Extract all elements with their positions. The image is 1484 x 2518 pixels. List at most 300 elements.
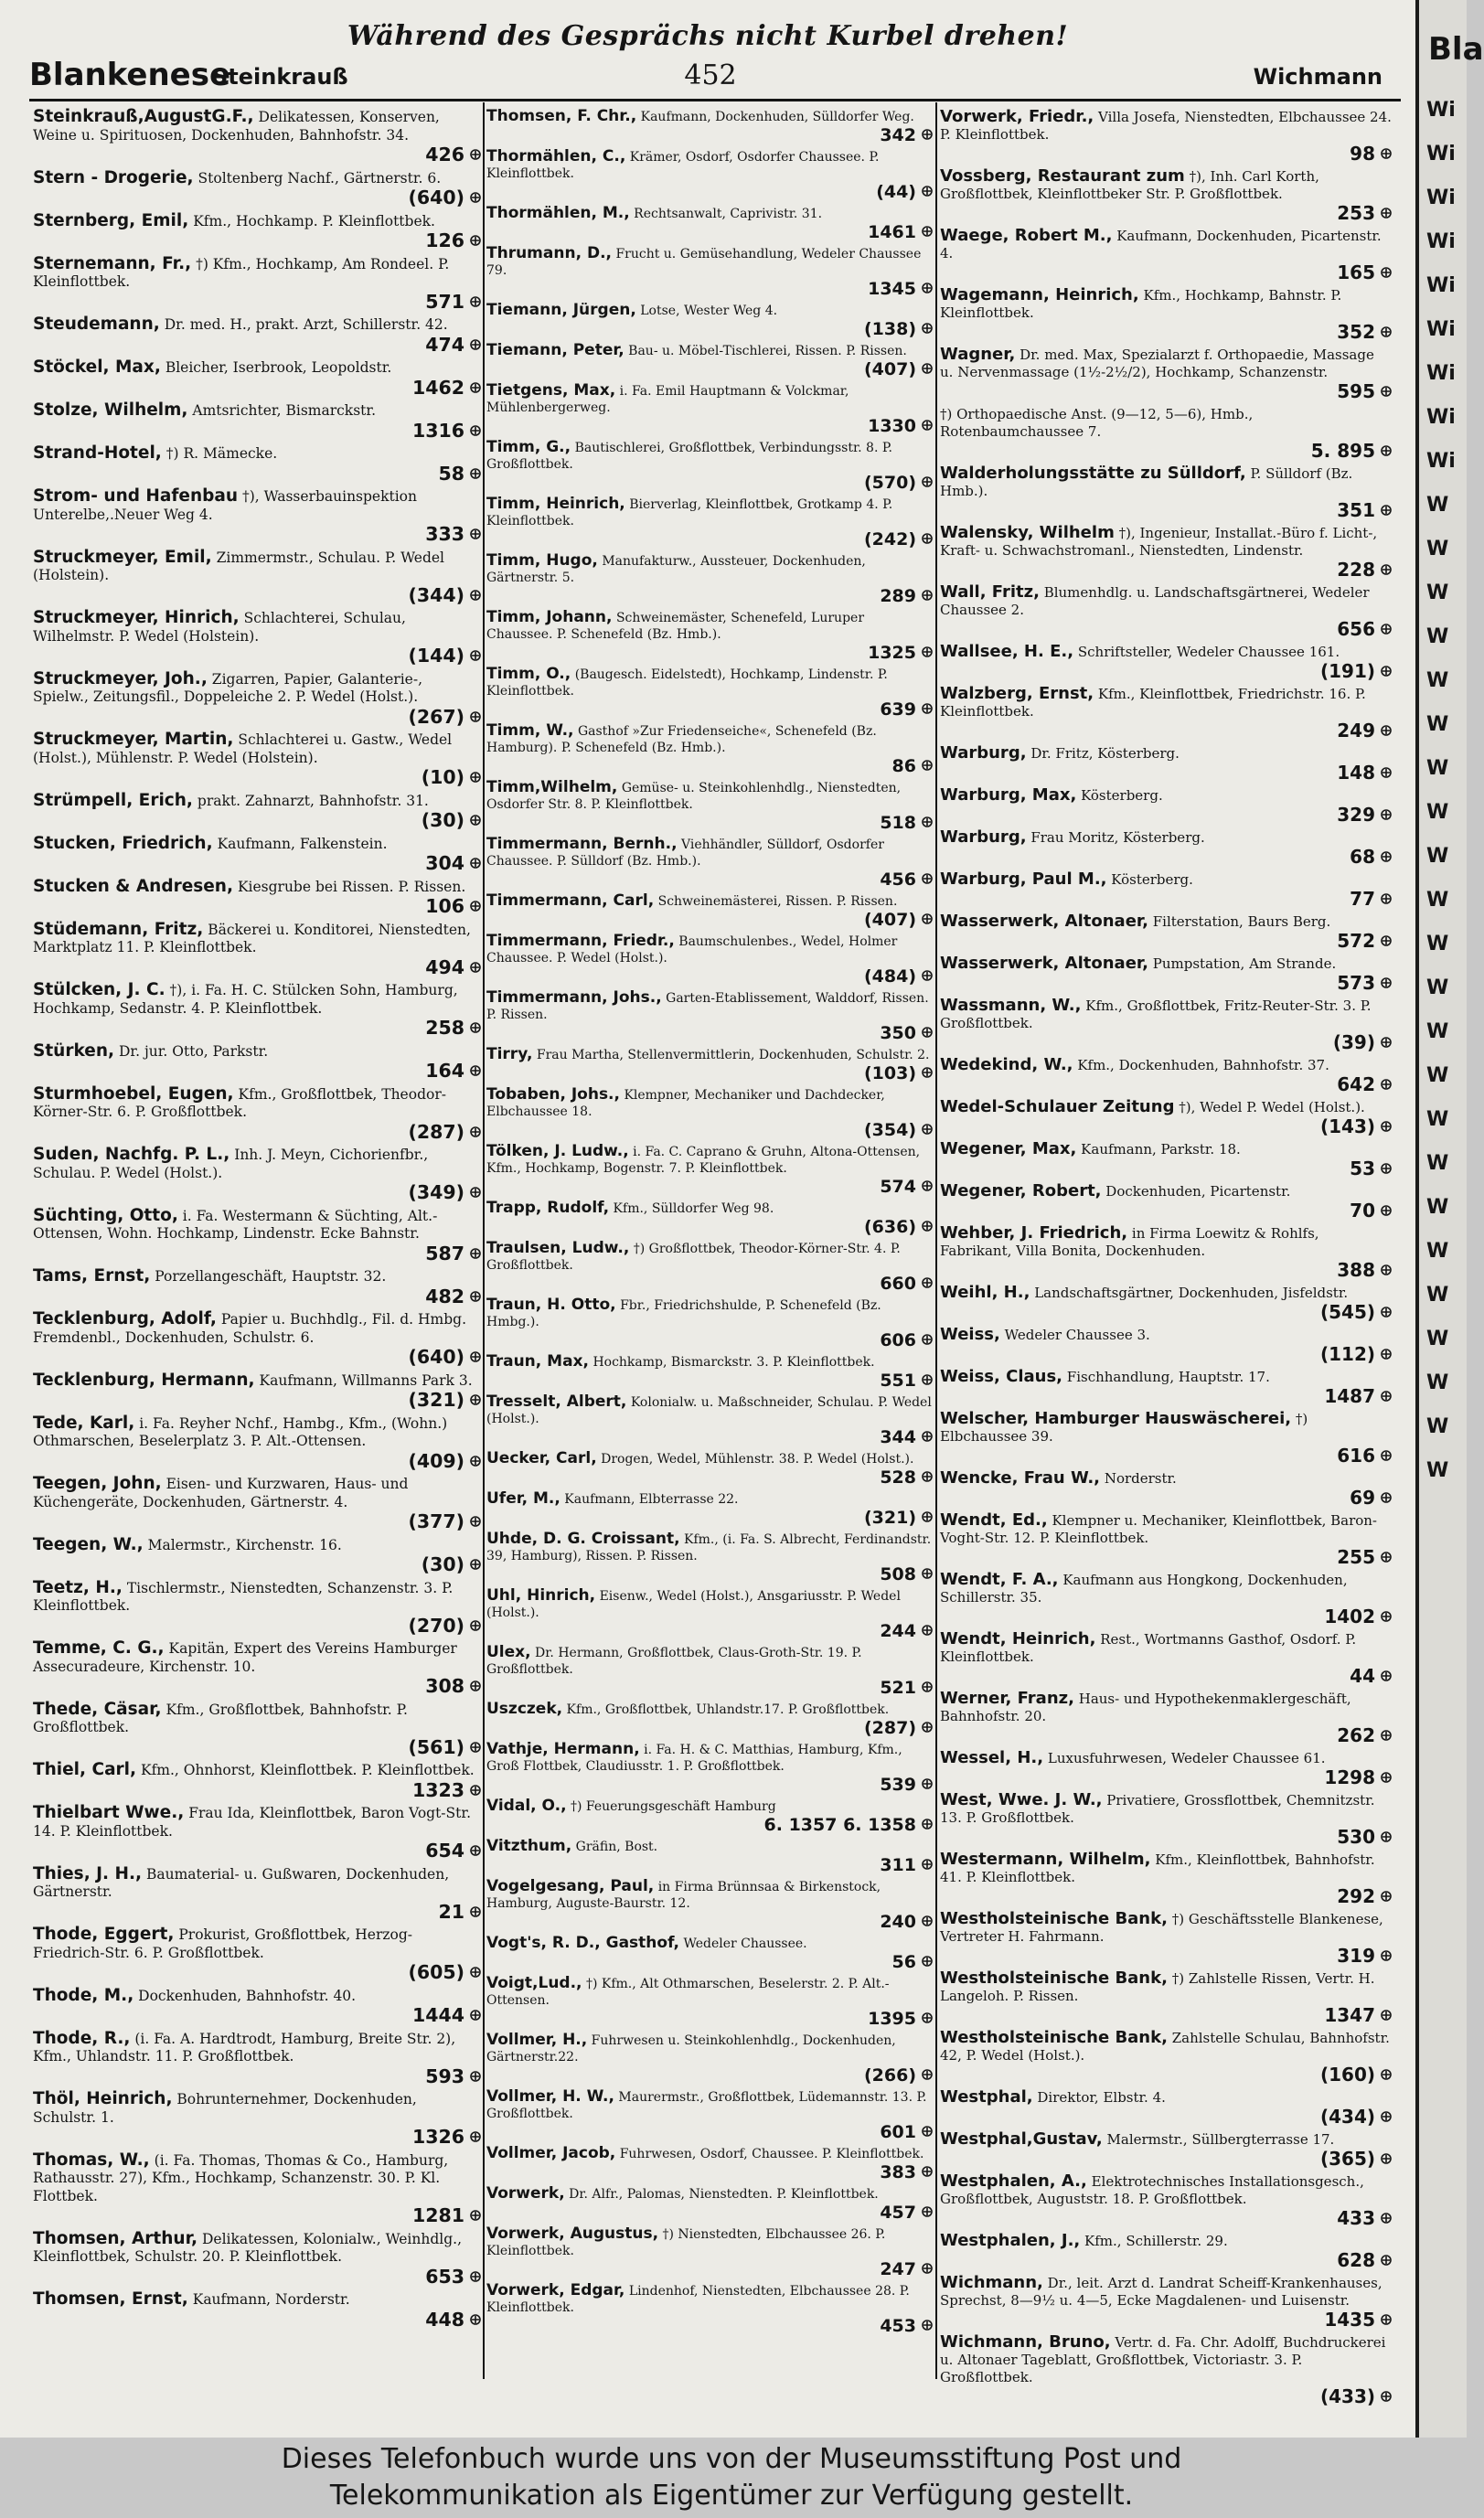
page-header [29,53,1392,95]
entry-details: Kaufmann, Parkstr. 18. [1081,1141,1241,1158]
entry-details: Maurermstr., Großflottbek, Lüdemannstr. 13. P. Großflottbek. [486,2090,927,2121]
entry-text [940,1182,1392,1200]
entry-details: †) Zahlstelle Rissen, Vertr. H. Langeloh. P. Rissen. [940,1970,1375,2004]
telephone-mark-icon [470,1845,481,1856]
listing-entry [940,1630,1392,1690]
entry-details: Bautischlerei, Großflottbek, Verbindungsstr. 8. P. Großflottbek. [486,441,892,472]
listing-entry [33,1414,481,1476]
entry-name: Strümpell, Erich, [33,790,193,810]
phone-number: 573 [1337,972,1375,994]
entry-name: Tresselt, Albert, [486,1392,627,1411]
entry-name: Teegen, John, [33,1474,162,1493]
phone-number: 595 [1337,380,1375,402]
entry-name: Weiss, [940,1325,1000,1344]
entry-name: Timm,Wilhelm, [486,778,618,796]
telephone-mark-icon [1381,1831,1392,1842]
telephone-mark-icon [1381,767,1392,778]
listing-entry [940,1690,1392,1749]
entry-text [33,2151,481,2206]
listing-entry [940,786,1392,828]
entry-name: Stülcken, J. C. [33,980,165,999]
telephone-mark-icon [470,1291,481,1302]
entry-text [33,1987,481,2006]
entry-text [33,670,481,707]
entry-name: Warburg, [940,743,1027,763]
entry-name: Walderholungsstätte zu Sülldorf, [940,464,1246,483]
entry-name: Teegen, W., [33,1534,144,1554]
listing-entry [940,1469,1392,1511]
entry-name: Wendt, Ed., [940,1510,1048,1530]
listing-entry [486,836,933,892]
listing-entry [940,346,1392,405]
entry-phone [33,1554,481,1576]
entry-name: Westphalen, J., [940,2231,1081,2250]
listing-entry [33,1701,481,1762]
next-page-letter: W [1426,538,1449,560]
telephone-mark-icon [470,382,481,393]
telephone-mark-icon [922,970,933,981]
entry-name: Wichmann, [940,2273,1043,2292]
telephone-mark-icon [922,1277,933,1288]
entry-name: Traun, H. Otto, [486,1296,616,1314]
entry-text [940,643,1392,661]
telephone-mark-icon [922,1956,933,1967]
telephone-mark-icon [470,296,481,307]
entry-text [33,1926,481,1962]
telephone-mark-icon [470,962,481,973]
entry-details: Kaufmann, Elbterrasse 22. [564,1492,739,1507]
entry-name: Tobaben, Johs., [486,1085,620,1104]
entry-text [33,1804,481,1840]
next-page-letter: W [1426,933,1449,955]
entry-details: Kfm., Kleinflottbek, Friedrichstr. 16. P. Kleinflottbek. [940,686,1366,720]
listing-entry [486,2282,933,2339]
entry-text [940,1791,1392,1827]
entry-details: Inh. J. Meyn, Cichorienfbr., Schulau. P. Wedel (Holst.). [33,1147,429,1181]
entry-name: Thormählen, C., [486,147,626,165]
listing-column-3 [940,108,1392,2412]
entry-phone [486,1718,933,1738]
telephone-mark-icon [470,1516,481,1527]
listing-entry [486,1935,933,1975]
entry-text [940,1469,1392,1488]
next-page-letter: Wi [1426,230,1456,253]
column-divider [483,102,485,2379]
entry-phone [33,1902,481,1924]
telephone-mark-icon [1381,1307,1392,1318]
phone-number: 126 [425,229,464,251]
listing-entry [33,1639,481,1701]
listing-entry [940,643,1392,685]
entry-phone [33,2005,481,2027]
entry-phone [940,441,1392,462]
entry-text [486,2145,933,2162]
listing-entry [486,722,933,779]
listing-entry [940,1571,1392,1630]
phone-number: 1435 [1324,2309,1375,2331]
telephone-mark-icon [1381,1772,1392,1783]
entry-details: Malermstr., Kirchenstr. 16. [147,1536,342,1553]
phone-number: 574 [880,1177,916,1197]
entry-text [486,1935,933,1952]
entry-text [940,1326,1392,1344]
entry-text [486,1240,933,1274]
entry-phone [486,2162,933,2182]
entry-text [33,1865,481,1902]
entry-text [940,1284,1392,1302]
entry-name: Tede, Karl, [33,1413,135,1433]
entry-details: in Firma Loewitz & Rohlfs, Fabrikant, Villa Bonita, Dockenhuden. [940,1225,1319,1259]
header-to-word: Wichmann [1253,64,1383,90]
entry-name: Stolze, Wilhelm, [33,400,188,420]
entry-name: Thies, J. H., [33,1863,143,1883]
listing-entry [486,1200,933,1240]
telephone-mark-icon [1381,851,1392,862]
next-page-letter: Wi [1426,274,1456,297]
phone-number: 164 [425,1060,464,1082]
telephone-mark-icon [470,1680,481,1691]
entry-name: Vorwerk, Augustus, [486,2225,659,2243]
listing-entry [486,1046,933,1086]
listing-entry [486,2185,933,2225]
entry-name: Strand-Hotel, [33,443,162,463]
telephone-mark-icon [1381,1730,1392,1741]
phone-number: (160) [1319,2064,1375,2086]
entry-details: Direktor, Elbstr. 4. [1037,2089,1166,2106]
entry-details: Lotse, Wester Weg 4. [640,304,778,318]
entry-phone [940,1886,1392,1907]
next-page-letter: W [1426,1284,1449,1307]
listing-entry [33,878,481,921]
entry-details: Zimmermstr., Schulau. P. Wedel (Holstein). [33,549,445,583]
phone-number: 165 [1337,261,1375,283]
footer-line-2: Telekommunikation als Eigentümer zur Verfügung gestellt. [329,2480,1134,2512]
phone-number: 240 [880,1912,916,1932]
entry-phone [33,1347,481,1369]
entry-phone [33,187,481,209]
listing-entry [940,1284,1392,1326]
entry-details: Kösterberg. [1111,871,1193,888]
entry-name: Stürken, [33,1040,115,1061]
entry-details: Kaufmann, Dockenhuden, Picartenstr. 4. [940,228,1382,261]
next-page-letter: W [1426,1415,1449,1438]
phone-number: 571 [425,290,464,313]
telephone-mark-icon [1381,1950,1392,1961]
entry-text [940,583,1392,619]
telephone-mark-icon [922,2069,933,2080]
telephone-mark-icon [1381,977,1392,988]
entry-phone [940,144,1392,165]
entry-details: (i. Fa. A. Hardtrodt, Hamburg, Breite Str. 2), Kfm., Uhlandstr. 11. P. Großflottbek. [33,2030,456,2065]
phone-number: (433) [1319,2385,1375,2407]
listing-entry [940,2274,1392,2333]
telephone-mark-icon [1381,564,1392,575]
entry-text [940,870,1392,889]
listing-entry [940,1910,1392,1969]
entry-text [486,1701,933,1718]
entry-text [486,496,933,529]
entry-name: Westphalen, A., [940,2171,1087,2191]
entry-phone [486,182,933,202]
telephone-mark-icon [470,1022,481,1033]
listing-entry [940,227,1392,286]
telephone-mark-icon [1381,386,1392,397]
entry-phone [33,1780,481,1802]
listing-entry [940,1326,1392,1368]
entry-details: Schriftsteller, Wedeler Chaussee 161. [1077,644,1340,660]
entry-details: †), Inh. Carl Korth, Großflottbek, Kleinflottbeker Str. P. Großflottbek. [940,168,1319,202]
entry-details: i. Fa. C. Caprano & Gruhn, Altona-Ottensen, Kfm., Hochkamp, Bogenstr. 7. P. Kleinflottbek. [486,1145,921,1176]
entry-name: Wehber, J. Friedrich, [940,1223,1128,1243]
listing-entry [33,1146,481,1207]
entry-phone [940,2310,1392,2331]
telephone-mark-icon [922,129,933,140]
entry-name: Werner, Franz, [940,1689,1074,1708]
entry-details: Kfm., Kleinflottbek, Bahnhofstr. 41. P. Kleinflottbek. [940,1851,1375,1885]
listing-entry [940,744,1392,786]
phone-number: 1316 [411,419,464,442]
listing-entry [940,1098,1392,1140]
entry-details: Dr. med. H., prakt. Arzt, Schillerstr. 42. [164,316,448,333]
telephone-mark-icon [470,1248,481,1259]
listing-entry [486,1296,933,1353]
entry-details: Vertr. d. Fa. Chr. Adolff, Buchdruckerei u. Altonaer Tageblatt, Großflottbek, Victoriastr. 3. P. Großflottbek. [940,2334,1386,2385]
entry-details: Filterstation, Baurs Berg. [1152,913,1331,930]
entry-details: Kfm., Großflottbek, Fritz-Reuter-Str. 3. P. Großflottbek. [940,998,1372,1031]
phone-number: 639 [880,699,916,720]
listing-entry [33,1042,481,1085]
entry-name: Temme, C. G., [33,1638,165,1658]
entry-details: Bäckerei u. Konditorei, Nienstedten, Marktplatz 11. P. Kleinflottbek. [33,921,471,955]
listing-entry [486,439,933,496]
telephone-mark-icon [1381,1205,1392,1216]
header-first-word: Blankenese [29,57,231,93]
phone-number: 426 [425,144,464,165]
telephone-mark-icon [470,772,481,783]
entry-text [940,2130,1392,2149]
phone-number: 289 [880,586,916,606]
phone-number: 228 [1337,559,1375,581]
entry-name: Voigt,Lud., [486,1974,582,1992]
listing-entry [33,1761,481,1804]
listing-entry [486,1878,933,1935]
entry-details: †) Kfm., Hochkamp, Am Rondeel. P. Kleinflottbek. [33,255,450,290]
entry-phone [486,1120,933,1140]
entry-details: Landschaftsgärtner, Dockenhuden, Jisfeldstr. [1034,1285,1349,1301]
listing-entry [940,997,1392,1056]
entry-phone [486,1678,933,1698]
entry-details: Schweinemäster, Schenefeld, Luruper Chaussee. P. Schenefeld (Bz. Hmb.). [486,611,865,642]
entry-phone [940,1446,1392,1467]
telephone-mark-icon [922,760,933,771]
entry-name: Struckmeyer, Hinrich, [33,608,240,627]
entry-details: Krämer, Osdorf, Osdorfer Chaussee. P. Kleinflottbek. [486,150,880,181]
entry-name: Timmermann, Bernh., [486,835,678,853]
entry-phone [940,1302,1392,1323]
telephone-mark-icon [1381,2153,1392,2164]
entry-text [486,2282,933,2316]
entry-text [33,835,481,854]
telephone-mark-icon [1381,666,1392,677]
telephone-mark-icon [922,363,933,374]
entry-name: Sternemann, Fr., [33,253,192,273]
entry-details: Kfm., Ohnhorst, Kleinflottbek. P. Kleinflottbek. [140,1762,475,1778]
phone-number: 521 [880,1678,916,1698]
entry-phone [940,1946,1392,1967]
telephone-mark-icon [470,425,481,436]
entry-phone [486,1023,933,1043]
entry-phone [486,1330,933,1350]
telephone-mark-icon [922,1915,933,1926]
telephone-mark-icon [470,468,481,479]
phone-number: 1462 [411,376,464,399]
entry-text [33,1085,481,1122]
entry-text [486,2032,933,2065]
entry-text [486,1296,933,1330]
listing-entry [486,2032,933,2088]
telephone-mark-icon [1381,2069,1392,2080]
listing-entry [486,2145,933,2185]
listing-entry [940,583,1392,643]
telephone-mark-icon [922,1859,933,1870]
entry-phone [486,529,933,549]
listing-entry [940,1182,1392,1224]
entry-name: Walensky, Wilhelm [940,523,1115,542]
phone-number: 244 [880,1621,916,1641]
telephone-mark-icon [1381,2391,1392,2402]
phone-number: (143) [1319,1115,1375,1137]
phone-number: 1330 [868,416,916,436]
next-page-letter: W [1426,1064,1449,1087]
entry-text [940,108,1392,144]
listing-entry [940,1511,1392,1571]
phone-number: 606 [880,1330,916,1350]
next-page-letter: Wi [1426,406,1456,429]
telephone-mark-icon [470,1126,481,1137]
entry-phone [33,853,481,875]
entry-phone [940,931,1392,952]
listing-entry [486,342,933,382]
phone-number: 5. 895 [1310,440,1375,462]
entry-text [940,167,1392,203]
entry-text [940,1410,1392,1446]
phone-number: 508 [880,1564,916,1584]
phone-number: 1402 [1324,1606,1375,1627]
entry-name: Wedekind, W., [940,1055,1073,1074]
entry-name: Thiel, Carl, [33,1760,137,1779]
telephone-mark-icon [922,1067,933,1078]
entry-name: Weihl, H., [940,1283,1030,1302]
entry-text [33,1310,481,1347]
phone-number: 53 [1350,1158,1375,1179]
entry-details: Manufakturw., Aussteuer, Dockenhuden, Gärtnerstr. 5. [486,554,866,585]
entry-name: Thormählen, M., [486,204,630,222]
entry-details: Villa Josefa, Nienstedten, Elbchaussee 24. P. Kleinflottbek. [940,109,1392,143]
entry-name: Tecklenburg, Adolf, [33,1309,217,1328]
entry-text [486,1200,933,1217]
entry-text [486,205,933,222]
entry-name: Timm, Heinrich, [486,495,625,513]
entry-name: Uhde, D. G. Croissant, [486,1530,680,1548]
entry-details: Schlachterei u. Gastw., Wedel (Holst.), Mühlenstr. P. Wedel (Holstein). [33,731,453,766]
listing-entry [33,108,481,169]
telephone-mark-icon [470,1620,481,1631]
telephone-mark-icon [1381,1121,1392,1132]
entry-text [486,1143,933,1177]
entry-phone [940,2107,1392,2128]
entry-phone [940,203,1392,224]
entry-text [940,1571,1392,1606]
entry-name: Tams, Ernst, [33,1266,151,1286]
entry-details: Viehhändler, Sülldorf, Osdorfer Chaussee. P. Sülldorf (Bz. Hmb.). [486,838,884,869]
entry-text [940,828,1392,847]
entry-name: Tietgens, Max, [486,381,616,400]
entry-text [33,2230,481,2267]
telephone-mark-icon [922,1511,933,1522]
phone-number: 628 [1337,2249,1375,2271]
entry-phone [940,381,1392,402]
telephone-mark-icon [470,149,481,160]
header-from-word: Steinkrauß [212,64,348,90]
entry-phone [940,661,1392,682]
entry-name: Steudemann, [33,315,160,334]
entry-details: Frucht u. Gemüsehandlung, Wedeler Chaussee 79. [486,247,922,278]
entry-name: Wassmann, W., [940,996,1082,1015]
entry-phone [486,813,933,833]
entry-name: West, Wwe. J. W., [940,1790,1103,1809]
entry-name: Vitzthum, [486,1837,572,1855]
listing-entry [940,1224,1392,1284]
phone-number: (138) [863,319,916,339]
phone-number: (349) [408,1181,464,1203]
entry-name: Weiss, Claus, [940,1367,1063,1386]
telephone-mark-icon [470,1065,481,1076]
entry-text [940,227,1392,262]
telephone-mark-icon [470,1351,481,1362]
entry-name: Sternberg, Emil, [33,210,189,230]
entry-phone [940,1488,1392,1509]
entry-phone [486,319,933,339]
listing-entry [486,1587,933,1644]
entry-text [486,2225,933,2259]
telephone-mark-icon [1381,893,1392,904]
entry-text [33,2030,481,2066]
phone-number: 350 [880,1023,916,1043]
phone-number: 70 [1350,1200,1375,1222]
entry-details: Zigarren, Papier, Galanterie-, Spielw., Zeitungsfil., Doppeleiche 2. P. Wedel (Holst.). [33,670,423,705]
entry-phone [940,889,1392,910]
telephone-mark-icon [470,1456,481,1467]
entry-name: Vorwerk, Friedr., [940,107,1094,126]
telephone-mark-icon [922,533,933,544]
listing-entry [486,1741,933,1798]
phone-number: (30) [421,1553,464,1575]
telephone-mark-icon [1381,1163,1392,1174]
entry-phone [33,707,481,729]
entry-details: Fbr., Friedrichshulde, P. Schenefeld (Bz. Hmbg.). [486,1298,881,1329]
telephone-mark-icon [470,235,481,246]
entry-phone [940,1606,1392,1627]
listing-entry [940,1969,1392,2029]
entry-text [940,2172,1392,2208]
telephone-mark-icon [470,1742,481,1753]
entry-phone [940,322,1392,343]
entry-name: Timm, G., [486,438,571,456]
entry-details: i. Fa. Westermann & Süchting, Alt.-Ottensen, Wohn. Hochkamp, Lindenstr. Ecke Bahnstr. [33,1207,438,1242]
entry-text [486,342,933,359]
phone-number: 457 [880,2203,916,2223]
entry-phone [940,1200,1392,1222]
